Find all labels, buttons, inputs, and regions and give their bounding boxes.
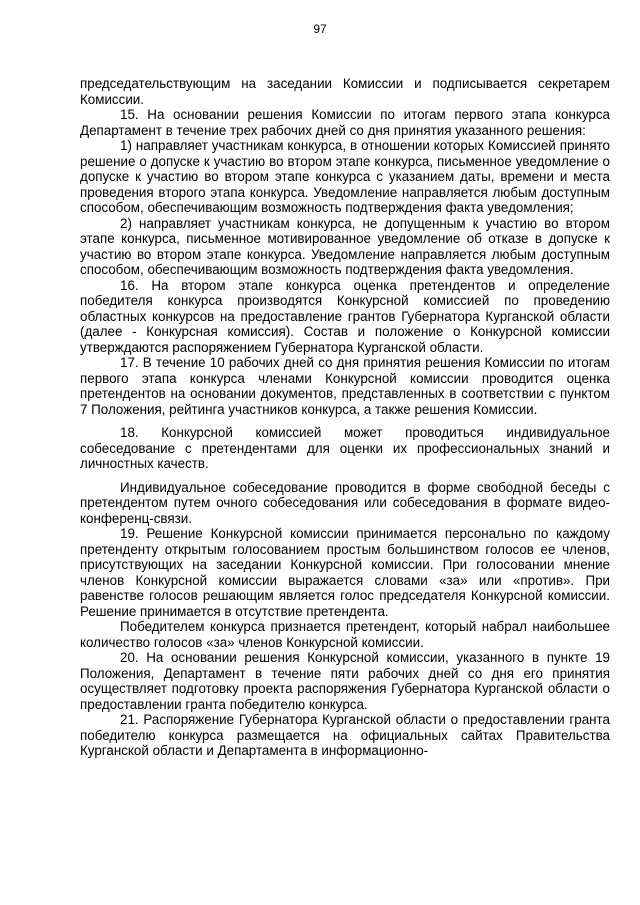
paragraph-winner: Победителем конкурса признается претендент, который набрал наибольшее количество голосов «за» членов Конкурсной комиссии. <box>80 619 610 650</box>
paragraph-item-18: 18. Конкурсной комиссией может проводиться индивидуальное собеседование с претендентами для оценки их профессиональных знаний и личностных качеств. <box>80 425 610 471</box>
paragraph-continuation: председательствующим на заседании Комиссии и подписывается секретарем Комиссии. <box>80 76 610 107</box>
paragraph-interview: Индивидуальное собеседование проводится в форме свободной беседы с претендентом путем очного собеседования или собеседования в формате видео-конференц-связи. <box>80 479 610 526</box>
paragraph-item-17: 17. В течение 10 рабочих дней со дня принятия решения Комиссии по итогам первого этапа конкурса членами Конкурсной комиссии проводится оценка претендентов на основании документов, представленных в соответствии с пунктом 7 Положения, рейтинга участников конкурса, а также решения Комиссии. <box>80 355 610 417</box>
document-body <box>80 76 610 759</box>
paragraph-item-20: 20. На основании решения Конкурсной комиссии, указанного в пункте 19 Положения, Департамент в течение пяти рабочих дней со дня его принятия осуществляет подготовку проекта распоряжения Губернатора Курганской области о предоставлении гранта победителю конкурса. <box>80 650 610 712</box>
paragraph-subitem-2: 2) направляет участникам конкурса, не допущенным к участию во втором этапе конкурса, письменное мотивированное уведомление об отказе в допуске к участию во втором этапе конкурса. Уведомление направляется любым доступным способом, обеспечивающим возможность подтверждения факта уведомления. <box>80 215 610 277</box>
page-number: 97 <box>313 22 327 36</box>
paragraph-subitem-1: 1) направляет участникам конкурса, в отношении которых Комиссией принято решение о допуске к участию во втором этапе конкурса, письменное уведомление о допуске к участию во втором этапе конкурса с указанием даты, времени и места проведения второго этапа конкурса. Уведомление направляется любым доступным способом, обеспечивающим возможность подтверждения факта уведомления; <box>80 138 610 215</box>
paragraph-item-15: 15. На основании решения Комиссии по итогам первого этапа конкурса Департамент в течение трех рабочих дней со дня принятия указанного решения: <box>80 107 610 138</box>
paragraph-item-19: 19. Решение Конкурсной комиссии принимается персонально по каждому претенденту открытым голосованием простым большинством голосов ее членов, присутствующих на заседании Конкурсной комиссии. При голосовании мнение членов Конкурсной комиссии выражается словами «за» или «против». При равенстве голосов решающим является голос председателя Конкурсной комиссии. Решение принимается в отсутствие претендента. <box>80 526 610 619</box>
paragraph-item-16: 16. На втором этапе конкурса оценка претендентов и определение победителя конкурса производятся Конкурсной комиссией по проведению областных конкурсов на предоставление грантов Губернатора Курганской области (далее - Конкурсная комиссия). Состав и положение о Конкурсной комиссии утверждаются распоряжением Губернатора Курганской области. <box>80 277 610 355</box>
paragraph-item-21: 21. Распоряжение Губернатора Курганской области о предоставлении гранта победителю конкурса размещается на официальных сайтах Правительства Курганской области и Департамента в информационно- <box>80 712 610 758</box>
